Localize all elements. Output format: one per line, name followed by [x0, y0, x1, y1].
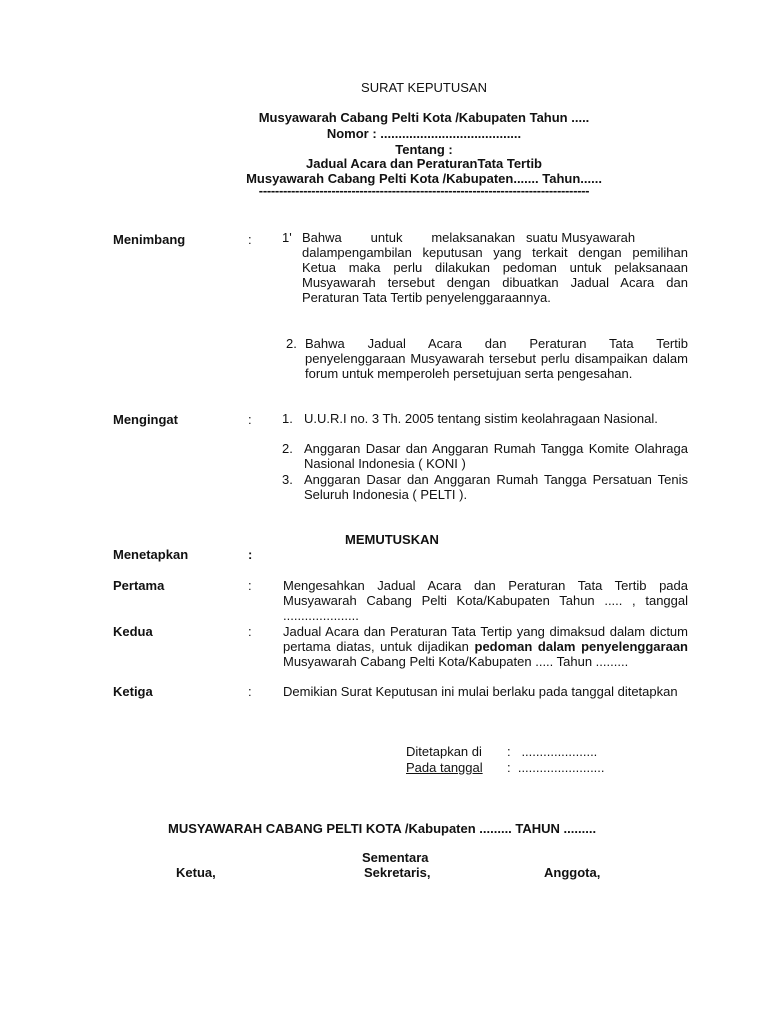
signature-sementara: Sementara — [362, 850, 429, 865]
header-line-nomor: Nomor : ....................................... — [326, 126, 522, 141]
menimbang-label: Menimbang — [113, 232, 186, 247]
kedua-text-bold: pedoman dalam penyelenggaraan — [474, 639, 688, 654]
mengingat-item3-number: 3. — [282, 472, 293, 487]
header-line-musyawarah-tahun: Musyawarah Cabang Pelti Kota /Kabupaten....... Tahun...... — [246, 171, 602, 186]
menimbang-colon: : — [248, 232, 252, 247]
kedua-text-before: Jadual Acara dan Peraturan Tata Tertip yang dimaksud dalam dictum pertama diatas, untuk dijadikan — [283, 624, 688, 654]
menetapkan-colon: : — [248, 547, 253, 562]
menetapkan-label: Menetapkan — [113, 547, 189, 562]
signature-anggota: Anggota, — [544, 865, 601, 880]
ditetapkan-di-value: : ..................... — [507, 744, 598, 759]
pertama-text: Mengesahkan Jadual Acara dan Peraturan Tata Tertib pada Musyawarah Cabang Pelti Kota/Kabupaten Tahun ..... , tanggal ..................... — [283, 578, 688, 623]
ketiga-text: Demikian Surat Keputusan ini mulai berlaku pada tanggal ditetapkan — [283, 684, 678, 699]
ketiga-colon: : — [248, 684, 252, 699]
kedua-text-after: Musyawarah Cabang Pelti Kota/Kabupaten ..... Tahun ......... — [283, 654, 629, 669]
menimbang-item2-text: penyelenggaraan Musyawarah tersebut perlu disampaikan dalam forum untuk memperoleh persetujuan serta pengesahan. — [305, 351, 688, 381]
pertama-label: Pertama — [113, 578, 165, 593]
menimbang-item2-number: 2. — [286, 336, 297, 351]
kedua-text — [283, 624, 688, 669]
pada-tanggal-label: Pada tanggal — [406, 760, 483, 775]
mengingat-item1-number: 1. — [282, 411, 293, 426]
header-divider: ---------------------------------------------------------------------------------- — [258, 183, 590, 198]
footer-organization: MUSYAWARAH CABANG PELTI KOTA /Kabupaten ......... TAHUN ......... — [168, 821, 597, 836]
pada-tanggal-line — [406, 760, 630, 775]
pertama-colon: : — [248, 578, 252, 593]
ditetapkan-di-label: Ditetapkan di — [406, 744, 482, 759]
kedua-colon: : — [248, 624, 252, 639]
menimbang-item2-first-line: Bahwa Jadual Acara dan Peraturan Tata Tertib — [305, 336, 688, 351]
ketiga-label: Ketiga — [113, 684, 153, 699]
header-line-tentang: Tentang : — [395, 142, 453, 157]
pada-tanggal-value: : ........................ — [507, 760, 605, 775]
header-line-jadual: Jadual Acara dan PeraturanTata Tertib — [306, 156, 542, 171]
signature-sekretaris: Sekretaris, — [364, 865, 431, 880]
kedua-label: Kedua — [113, 624, 153, 639]
mengingat-item2-number: 2. — [282, 441, 293, 456]
mengingat-label: Mengingat — [113, 412, 178, 427]
mengingat-item3-text: Anggaran Dasar dan Anggaran Rumah Tangga Persatuan Tenis Seluruh Indonesia ( PELTI ). — [304, 472, 688, 502]
menimbang-item1-text: dalampengambilan keputusan yang terkait dengan pemilihan Ketua maka perlu dilakukan pedoman untuk pelaksanaan Musyawarah tersebut dengan dibuatkan Jadual Acara dan Peraturan Tata Tertib penyelenggaraannya. — [302, 245, 688, 305]
mengingat-colon: : — [248, 412, 252, 427]
menimbang-item1-number: 1' — [282, 230, 292, 245]
mengingat-item1-text: U.U.R.I no. 3 Th. 2005 tentang sistim keolahragaan Nasional. — [304, 411, 658, 426]
signature-ketua: Ketua, — [176, 865, 216, 880]
memutuskan-heading: MEMUTUSKAN — [345, 532, 439, 547]
menimbang-item1-first-line: Bahwa untuk melaksanakan suatu Musyawarah — [302, 230, 636, 245]
header-line-musyawarah: Musyawarah Cabang Pelti Kota /Kabupaten Tahun ..... — [258, 110, 590, 125]
mengingat-item2-text: Anggaran Dasar dan Anggaran Rumah Tangga Komite Olahraga Nasional Indonesia ( KONI ) — [304, 441, 688, 471]
document-title: SURAT KEPUTUSAN — [361, 80, 487, 95]
